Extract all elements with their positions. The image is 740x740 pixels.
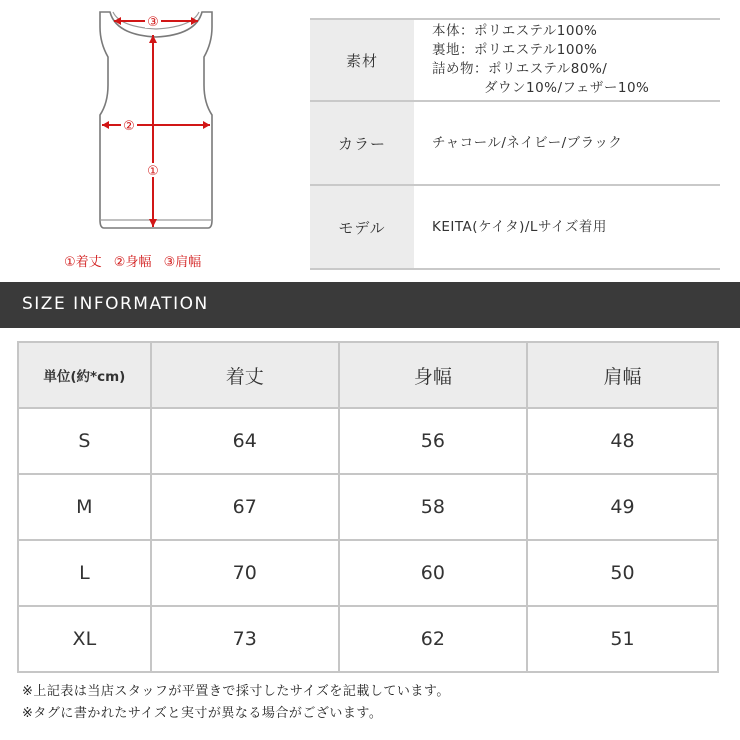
table-row	[18, 606, 718, 672]
legend-width: ②身幅	[113, 255, 152, 270]
product-spec-table	[310, 18, 720, 270]
body-width-cell: 58	[339, 474, 527, 540]
size-label: M	[18, 474, 151, 540]
length-cell: 67	[151, 474, 339, 540]
material-line: 詰め物：ポリエステル80%/	[432, 61, 608, 77]
model-value: KEITA(ケイタ)/Lサイズ着用	[432, 218, 607, 235]
width-marker: ②	[123, 119, 135, 134]
spec-row-model	[310, 186, 720, 270]
shoulder-cell: 51	[527, 606, 718, 672]
body-width-cell: 62	[339, 606, 527, 672]
size-table-header	[18, 342, 718, 408]
size-table	[17, 341, 719, 673]
table-row	[18, 540, 718, 606]
legend-shoulder: ③肩幅	[163, 255, 202, 270]
footnotes	[22, 681, 450, 725]
footnote: ※上記表は当店スタッフが平置きで採寸したサイズを記載しています。	[22, 684, 450, 699]
footnote: ※タグに書かれたサイズと実寸が異なる場合がございます。	[22, 706, 383, 721]
material-label: 素材	[310, 20, 414, 100]
shoulder-cell: 48	[527, 408, 718, 474]
material-line: 本体：ポリエステル100%	[432, 23, 598, 39]
size-label: S	[18, 408, 151, 474]
size-label: L	[18, 540, 151, 606]
table-row	[18, 474, 718, 540]
header-length: 着丈	[151, 342, 339, 408]
color-label: カラー	[310, 102, 414, 184]
measurement-legend	[64, 251, 209, 270]
model-label: モデル	[310, 186, 414, 268]
body-width-cell: 60	[339, 540, 527, 606]
color-value: チャコール/ネイビー/ブラック	[432, 134, 623, 151]
shoulder-cell: 50	[527, 540, 718, 606]
spec-row-color	[310, 102, 720, 186]
header-body-width: 身幅	[339, 342, 527, 408]
header-shoulder: 肩幅	[527, 342, 718, 408]
shoulder-cell: 49	[527, 474, 718, 540]
size-information-header	[0, 282, 740, 328]
section-title: SIZE INFORMATION	[22, 294, 209, 314]
measurement-diagram	[20, 5, 280, 280]
body-width-cell: 56	[339, 408, 527, 474]
length-marker: ①	[147, 164, 159, 179]
shoulder-marker: ③	[147, 15, 159, 30]
legend-length: ①着丈	[64, 255, 102, 270]
length-cell: 64	[151, 408, 339, 474]
material-line: ダウン10%/フェザー10%	[484, 80, 650, 96]
size-label: XL	[18, 606, 151, 672]
spec-row-material	[310, 18, 720, 102]
tank-top-outline	[20, 5, 280, 245]
material-line: 裏地：ポリエステル100%	[432, 42, 598, 58]
length-cell: 73	[151, 606, 339, 672]
length-cell: 70	[151, 540, 339, 606]
material-value	[414, 20, 720, 100]
header-unit: 単位(約*cm)	[18, 342, 151, 408]
table-row	[18, 408, 718, 474]
